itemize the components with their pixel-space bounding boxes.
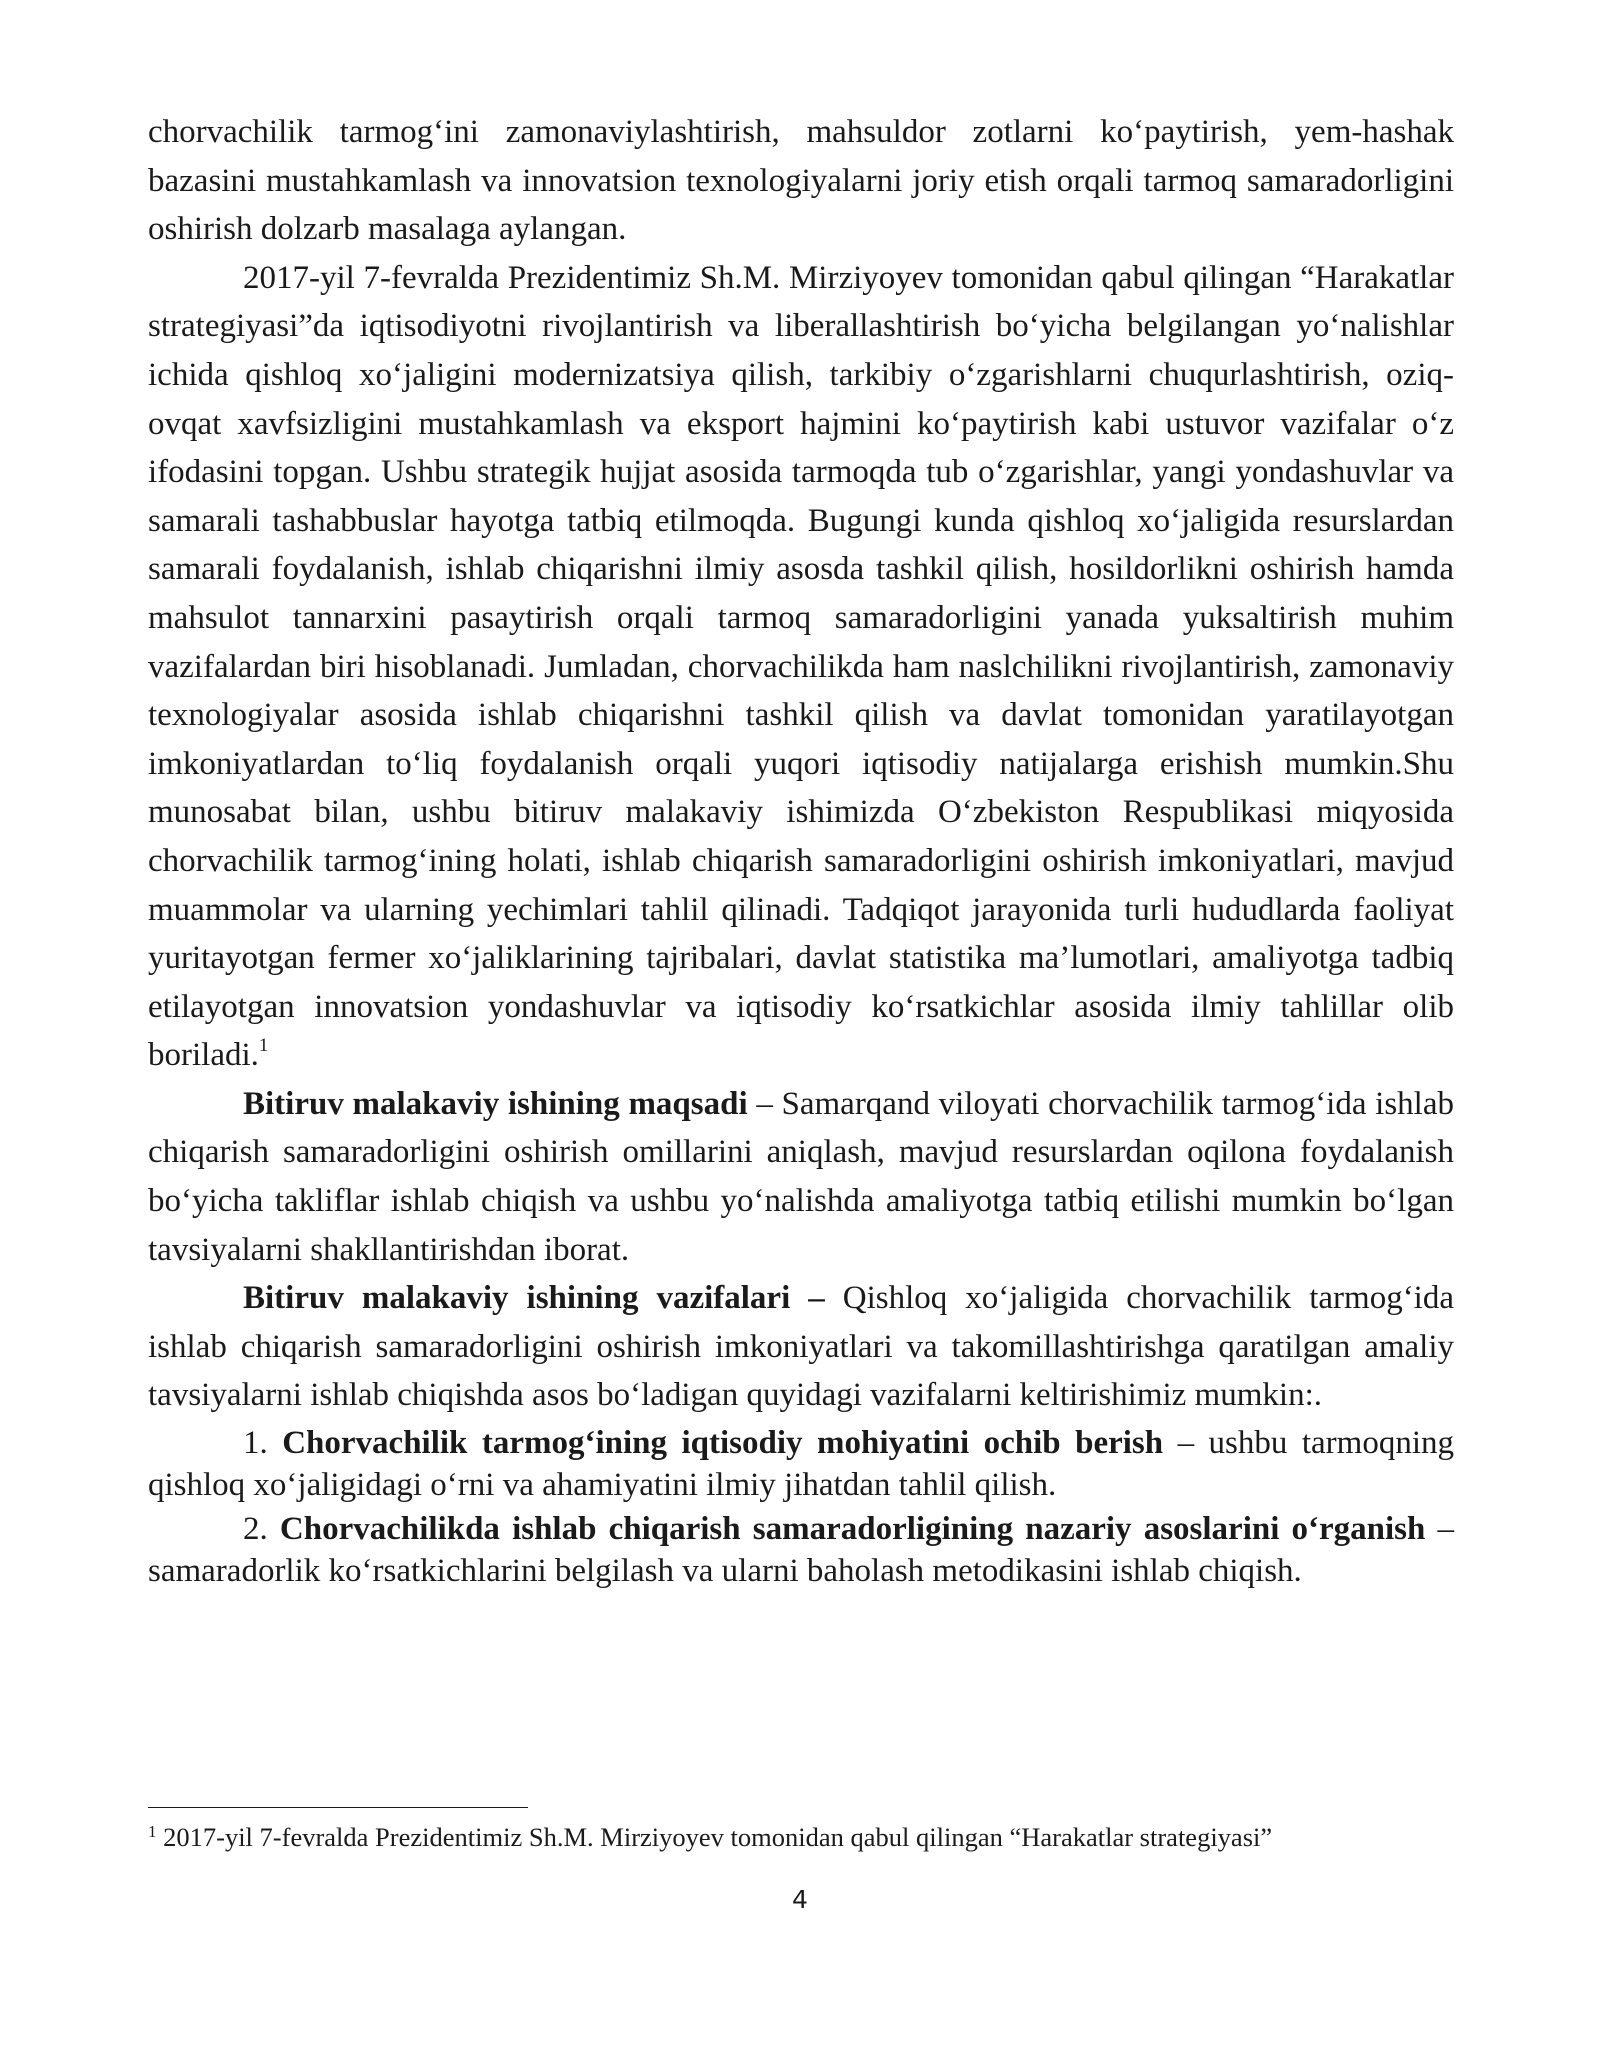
tasks-heading: Bitiruv malakaviy ishining vazifalari –: [243, 1280, 825, 1317]
document-body: [148, 108, 1454, 1592]
footnote-separator: [148, 1807, 528, 1808]
footnote-marker: 1: [148, 1822, 157, 1841]
paragraph-text: chorvachilik tarmog‘ini zamonaviylashtirish, mahsuldor zotlarni ko‘paytirish, yem-hashak bazasini mustahkamlash va innovatsion texnologiyalarni joriy etish orqali tarmoq samaradorligini oshirish dolzarb masalaga aylangan.: [148, 114, 1454, 248]
list-item-text: – samaradorlik ko‘rsatkichlarini belgilash va ularni baholash metodikasini ishlab chiqish.: [148, 1511, 1455, 1590]
footnote-reference[interactable]: 1: [258, 1035, 269, 1057]
paragraph-tasks: [148, 1274, 1454, 1420]
paragraph-text: Qishloq xo‘jaligida chorvachilik tarmog‘ida ishlab chiqarish samaradorligini oshirish imkoniyatlari va takomillashtirishga qaratilgan amaliy tavsiyalarni ishlab chiqishda asos bo‘ladigan quyidagi vazifalarni keltirishimiz mumkin:.: [148, 1280, 1454, 1414]
goal-heading: Bitiruv malakaviy ishining maqsadi: [243, 1085, 748, 1122]
list-item: [148, 1508, 1454, 1592]
paragraph-intro-continuation: [148, 108, 1454, 254]
page-number: 4: [792, 1885, 808, 1914]
list-item: [148, 1422, 1454, 1506]
footnote-text: 2017-yil 7-fevralda Prezidentimiz Sh.M. Mirziyoyev tomonidan qabul qilingan “Harakatlar strategiyasi”: [156, 1822, 1273, 1852]
list-item-number: 1.: [243, 1425, 283, 1462]
list-item-title: Chorvachilik tarmog‘ining iqtisodiy mohiyatini ochib berish: [282, 1425, 1164, 1462]
paragraph-text: – Samarqand viloyati chorvachilik tarmog‘ida ishlab chiqarish samaradorligini oshirish omillarini aniqlash, mavjud resurslardan oqilona foydalanish bo‘yicha takliflar ishlab chiqish va ushbu yo‘nalishda amaliyotga tatbiq etilishi mumkin bo‘lgan tavsiyalarni shakllantirishdan iborat.: [148, 1085, 1454, 1268]
paragraph-text: 2017-yil 7-fevralda Prezidentimiz Sh.M. Mirziyoyev tomonidan qabul qilingan “Harakatlar strategiyasi”da iqtisodiyotni rivojlantirish va liberallashtirish bo‘yicha belgilangan yo‘nalishlar ichida qishloq xo‘jaligini modernizatsiya qilish, tarkibiy o‘zgarishlarni chuqurlashtirish, oziq-ovqat xavfsizligini mustahkamlash va eksport hajmini ko‘paytirish kabi ustuvor vazifalar o‘z ifodasini topgan. Ushbu strategik hujjat asosida tarmoqda tub o‘zgarishlar, yangi yondashuvlar va samarali tashabbuslar hayotga tatbiq etilmoqda. Bugungi kunda qishloq xo‘jaligida resurslardan samarali foydalanish, ishlab chiqarishni ilmiy asosda tashkil qilish, hosildorlikni oshirish hamda mahsulot tannarxini pasaytirish orqali tarmoq samaradorligini yanada yuksaltirish muhim vazifalardan biri hisoblanadi. Jumladan, chorvachilikda ham naslchilikni rivojlantirish, zamonaviy texnologiyalar asosida ishlab chiqarishni tashkil qilish va davlat tomonidan yaratilayotgan imkoniyatlardan to‘liq foydalanish orqali yuqori iqtisodiy natijalarga erishish mumkin.Shu munosabat bilan, ushbu bitiruv malakaviy ishimizda O‘zbekiston Respublikasi miqyosida chorvachilik tarmog‘ining holati, ishlab chiqarish samaradorligini oshirish imkoniyatlari, mavjud muammolar va ularning yechimlari tahlil qilinadi. Tadqiqot jarayonida turli hududlarda faoliyat yuritayotgan fermer xo‘jaliklarining tajribalari, davlat statistika ma’lumotlari, amaliyotga tadbiq etilayotgan innovatsion yondashuvlar va iqtisodiy ko‘rsatkichlar asosida ilmiy tahlillar olib boriladi.: [148, 259, 1454, 1074]
list-item-text: – ushbu tarmoqning qishloq xo‘jaligidagi o‘rni va ahamiyatini ilmiy jihatdan tahlil qilish.: [148, 1425, 1455, 1504]
list-item-title: Chorvachilikda ishlab chiqarish samaradorligining nazariy asoslarini o‘rganish: [279, 1511, 1426, 1548]
footnote: [148, 1820, 1454, 1854]
paragraph-strategy: [148, 254, 1454, 1080]
paragraph-goal: [148, 1080, 1454, 1274]
list-item-number: 2.: [243, 1511, 280, 1548]
